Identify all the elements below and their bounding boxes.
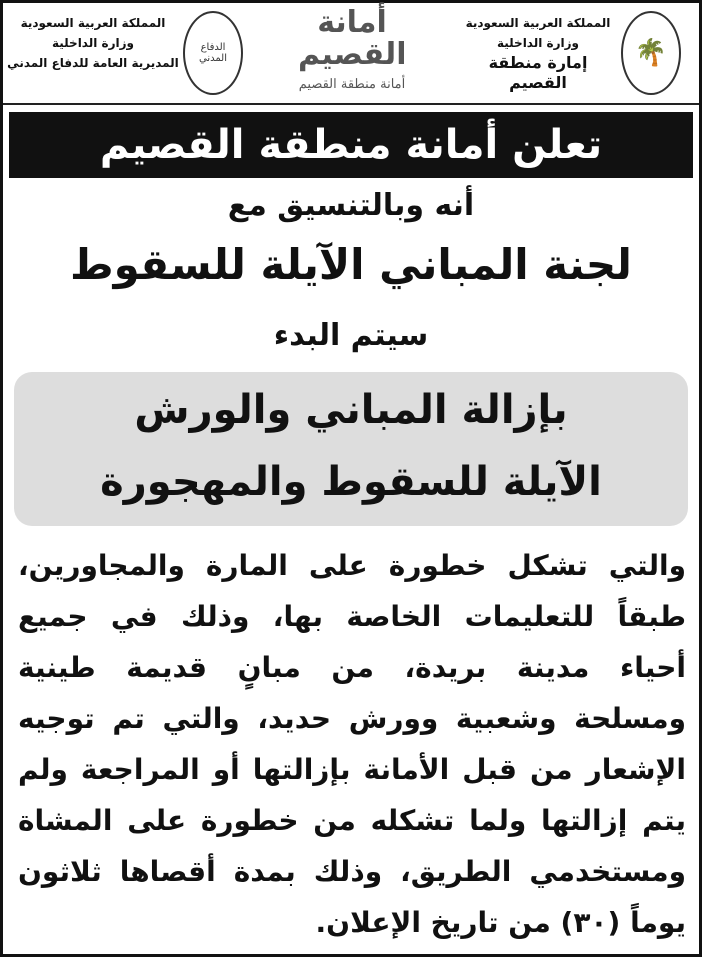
body-line: يوماً (٣٠) من تاريخ الإعلان. bbox=[315, 906, 686, 939]
body-line: يتم إزالتها ولما تشكله من خطورة على المشاة bbox=[18, 804, 686, 837]
ministry-label: وزارة الداخلية bbox=[51, 36, 135, 50]
civil-defense-emblem-icon: الدفاع المدني bbox=[183, 11, 243, 95]
announcement-title: تعلن أمانة منطقة القصيم bbox=[9, 112, 693, 178]
kingdom-label: المملكة العربية السعودية bbox=[465, 16, 611, 30]
intro-text: أنه وبالتنسيق مع bbox=[227, 188, 475, 223]
body-line: طبقاً للتعليمات الخاصة بها، وذلك في جميع bbox=[18, 600, 686, 633]
body-line: ومسلحة وشعبية وورش حديد، والتي تم توجيه bbox=[18, 702, 686, 735]
saudi-emblem-icon: 🌴 bbox=[621, 11, 681, 95]
committee-name: لجنة المباني الآيلة للسقوط bbox=[70, 240, 632, 289]
directorate-label: المديرية العامة للدفاع المدني bbox=[7, 56, 179, 70]
civil-defense-block bbox=[7, 13, 179, 73]
qassim-municipality-logo: أمانة القصيم أمانة منطقة القصيم bbox=[298, 5, 407, 92]
body-line: أحياء مدينة بريدة، من مبانٍ قديمة طينية bbox=[18, 651, 686, 684]
kingdom-label: المملكة العربية السعودية bbox=[20, 16, 166, 30]
body-line: والتي تشكل خطورة على المارة والمجاورين، bbox=[18, 549, 686, 582]
highlight-box bbox=[14, 372, 688, 526]
emirate-label: إمارة منطقة القصيم bbox=[488, 53, 588, 92]
body-line: ومستخدمي الطريق، وذلك بمدة أقصاها ثلاثون bbox=[18, 855, 686, 888]
body-text bbox=[18, 540, 686, 948]
highlight-line: بإزالة المباني والورش bbox=[134, 387, 568, 433]
ministry-label: وزارة الداخلية bbox=[496, 36, 580, 50]
header bbox=[3, 3, 699, 105]
start-text: سيتم البدء bbox=[273, 318, 429, 353]
highlight-line: الآيلة للسقوط والمهجورة bbox=[100, 459, 602, 505]
body-line: الإشعار من قبل الأمانة بإزالتها أو المراجعة ولم bbox=[18, 753, 686, 786]
emirate-block bbox=[458, 13, 618, 93]
